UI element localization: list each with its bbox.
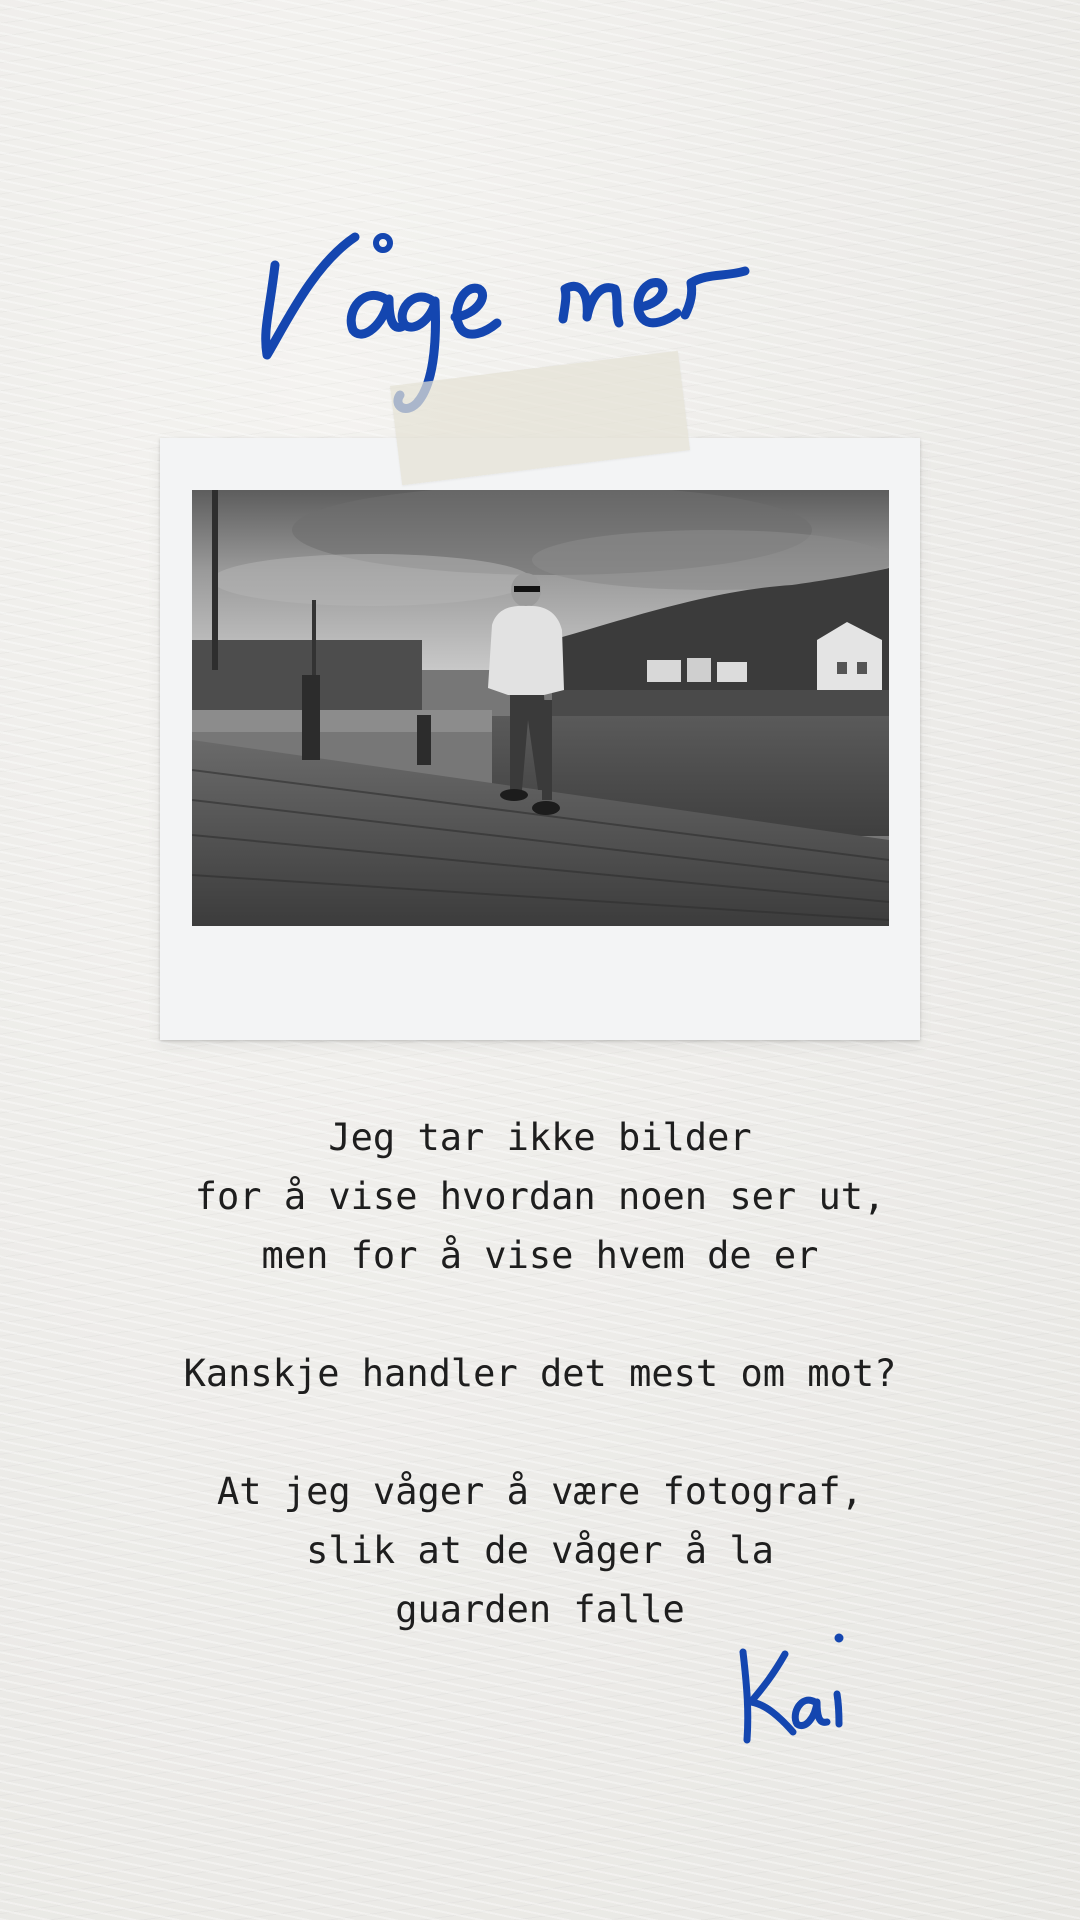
portrait-photo xyxy=(192,490,889,926)
poem-line: guarden falle xyxy=(395,1588,685,1631)
polaroid-frame xyxy=(160,438,920,1040)
poem-line: for å vise hvordan noen ser ut, xyxy=(194,1175,886,1218)
poem-line: Kanskje handler det mest om mot? xyxy=(183,1352,897,1395)
poem-text xyxy=(90,1108,990,1639)
stanza-2 xyxy=(90,1344,990,1403)
stanza-3 xyxy=(90,1462,990,1639)
stanza-1 xyxy=(90,1108,990,1285)
poem-line: At jeg våger å være fotograf, xyxy=(216,1470,863,1513)
poem-line: Jeg tar ikke bilder xyxy=(328,1116,752,1159)
poem-line: slik at de våger å la xyxy=(306,1529,774,1572)
poem-line: men for å vise hvem de er xyxy=(261,1234,819,1277)
signature-handwriting xyxy=(735,1632,855,1747)
handwritten-signature xyxy=(735,1632,855,1747)
harbor-portrait-image xyxy=(192,490,889,926)
